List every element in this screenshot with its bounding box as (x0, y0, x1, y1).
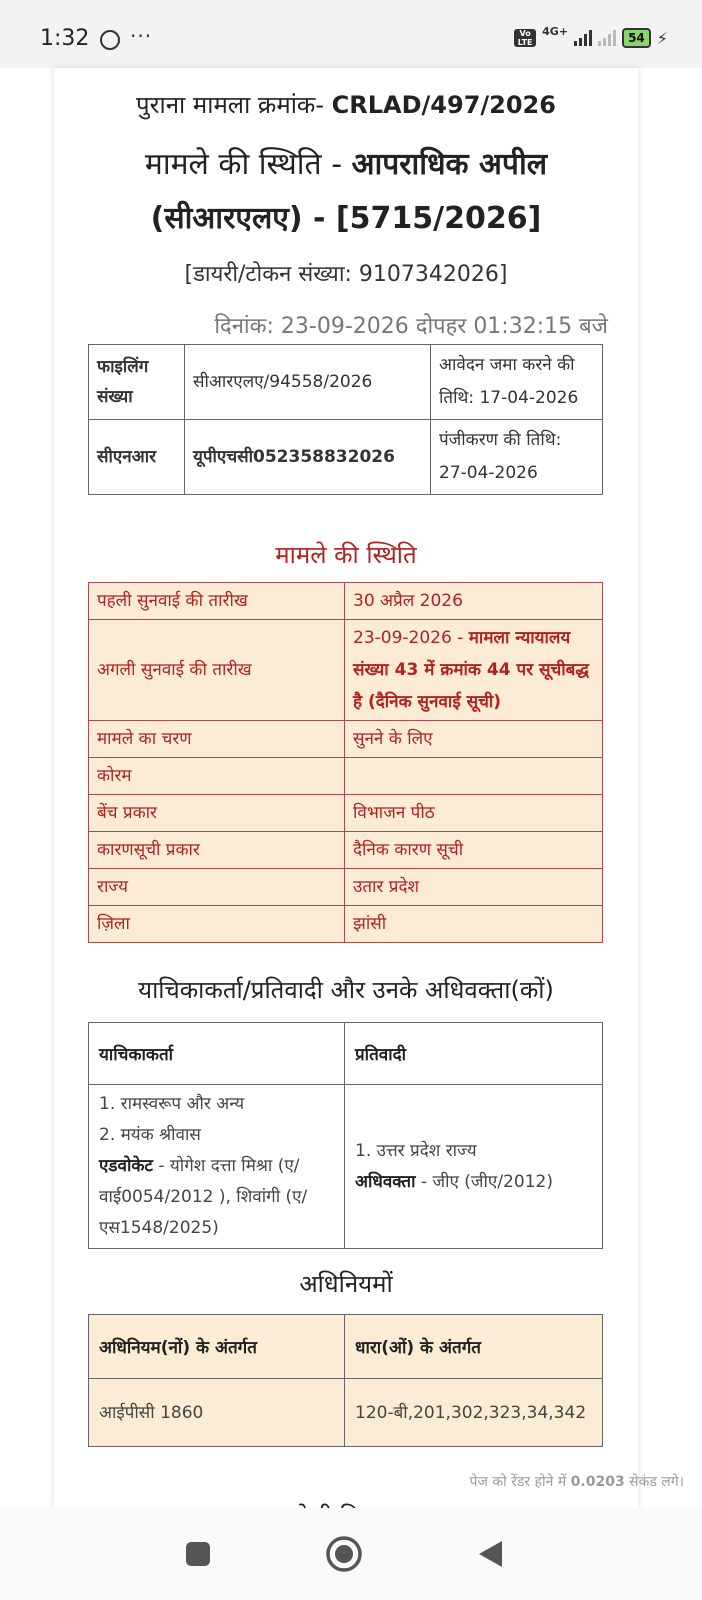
act-sections: 120-बी,201,302,323,34,342 (345, 1379, 603, 1447)
parties-table (88, 1022, 603, 1249)
recents-button[interactable] (178, 1534, 218, 1574)
table-row (89, 1023, 603, 1085)
status-bar (0, 0, 702, 68)
page-title: मामले की स्थिति - आपराधिक अपील (सीआरएलए) - [5715/2026] (144, 147, 548, 236)
report-date: दिनांक: 23-09-2026 दोपहर 01:32:15 बजे (214, 314, 608, 339)
home-icon (325, 1535, 363, 1573)
status-label: कारणसूची प्रकार (89, 832, 345, 869)
status-value: 23-09-2026 - मामला न्यायालय संख्या 43 में क्रमांक 44 पर सूचीबद्ध है (दैनिक सुनवाई सूची) (345, 620, 603, 721)
registration-date: पंजीकरण की तिथि: 27-04-2026 (431, 420, 603, 495)
section-header: धारा(ओं) के अंतर्गत (345, 1315, 603, 1379)
table-row (89, 758, 603, 795)
parties-heading: याचिकाकर्ता/प्रतिवादी और उनके अधिवक्ता(कों) (138, 976, 554, 1004)
cnr-label: सीएनआर (89, 420, 185, 495)
signal-icon (574, 30, 592, 46)
petitioner-2: 2. मयंक श्रीवास (99, 1125, 201, 1145)
status-value: 30 अप्रैल 2026 (345, 583, 603, 620)
status-value: दैनिक कारण सूची (345, 832, 603, 869)
cnr-number: यूपीएचसी052358832026 (185, 420, 431, 495)
status-value: विभाजन पीठ (345, 795, 603, 832)
battery-icon: 54 (622, 28, 651, 48)
petitioner-advocate: एडवोकेट - योगेश दत्ता मिश्रा (ए/वाई0054/2012 ), शिवांगी (ए/एस1548/2025) (99, 1156, 308, 1238)
acts-heading: अधिनियमों (299, 1270, 393, 1298)
status-value: सुनने के लिए (345, 721, 603, 758)
status-value: उतार प्रदेश (345, 869, 603, 906)
table-row (89, 795, 603, 832)
case-status-page (54, 68, 638, 1508)
status-label: कोरम (89, 758, 345, 795)
table-row (89, 1085, 603, 1249)
volte-icon: Vo LTE (514, 29, 536, 47)
respondent-1: 1. उत्तर प्रदेश राज्य (355, 1140, 477, 1161)
table-row (89, 832, 603, 869)
status-label: बेंच प्रकार (89, 795, 345, 832)
petitioner-1: 1. रामस्वरूप और अन्य (99, 1094, 245, 1114)
old-case-number: पुराना मामला क्रमांक- CRLAD/497/2026 (136, 91, 556, 119)
table-row (89, 420, 603, 495)
respondent-cell (345, 1085, 603, 1249)
filing-date: आवेदन जमा करने की तिथि: 17-04-2026 (431, 345, 603, 420)
table-row (89, 906, 603, 943)
case-status-table (88, 582, 603, 943)
signal-2-icon (598, 30, 616, 46)
filing-details-table (88, 344, 603, 495)
case-status-heading: मामले की स्थिति (275, 541, 417, 569)
status-value (345, 758, 603, 795)
petitioner-cell (89, 1085, 345, 1249)
filing-label: फाइलिंग संख्या (89, 345, 185, 420)
table-row (89, 721, 603, 758)
more-notifications-icon: ··· (130, 24, 153, 48)
diary-token-number: [डायरी/टोकन संख्या: 9107342026] (184, 262, 508, 287)
status-time: 1:32 (40, 26, 90, 51)
status-label: अगली सुनवाई की तारीख (89, 620, 345, 721)
charging-icon: ⚡ (656, 28, 668, 48)
whatsapp-icon (100, 30, 120, 50)
back-icon (476, 1539, 504, 1569)
status-value: झांसी (345, 906, 603, 943)
filing-number: सीआरएलए/94558/2026 (185, 345, 431, 420)
navigation-bar (0, 1508, 702, 1600)
act-name: आईपीसी 1860 (89, 1379, 345, 1447)
table-row (89, 620, 603, 721)
render-time-note: पेज को रेंडर होने में 0.0203 सेकंड लगे। (469, 1474, 684, 1490)
table-row (89, 345, 603, 420)
status-label: मामले का चरण (89, 721, 345, 758)
respondent-advocate: अधिवक्ता - जीए (जीए/2012) (355, 1171, 553, 1192)
table-row (89, 583, 603, 620)
home-button[interactable] (324, 1534, 364, 1574)
status-label: पहली सुनवाई की तारीख (89, 583, 345, 620)
table-row (89, 1379, 603, 1447)
respondent-header: प्रतिवादी (345, 1023, 603, 1085)
table-row (89, 869, 603, 906)
back-button[interactable] (470, 1534, 510, 1574)
acts-table (88, 1314, 603, 1447)
network-type: 4G+ (542, 24, 569, 38)
status-label: ज़िला (89, 906, 345, 943)
act-header: अधिनियम(नों) के अंतर्गत (89, 1315, 345, 1379)
recents-icon (185, 1541, 211, 1567)
petitioner-header: याचिकाकर्ता (89, 1023, 345, 1085)
table-row (89, 1315, 603, 1379)
status-label: राज्य (89, 869, 345, 906)
